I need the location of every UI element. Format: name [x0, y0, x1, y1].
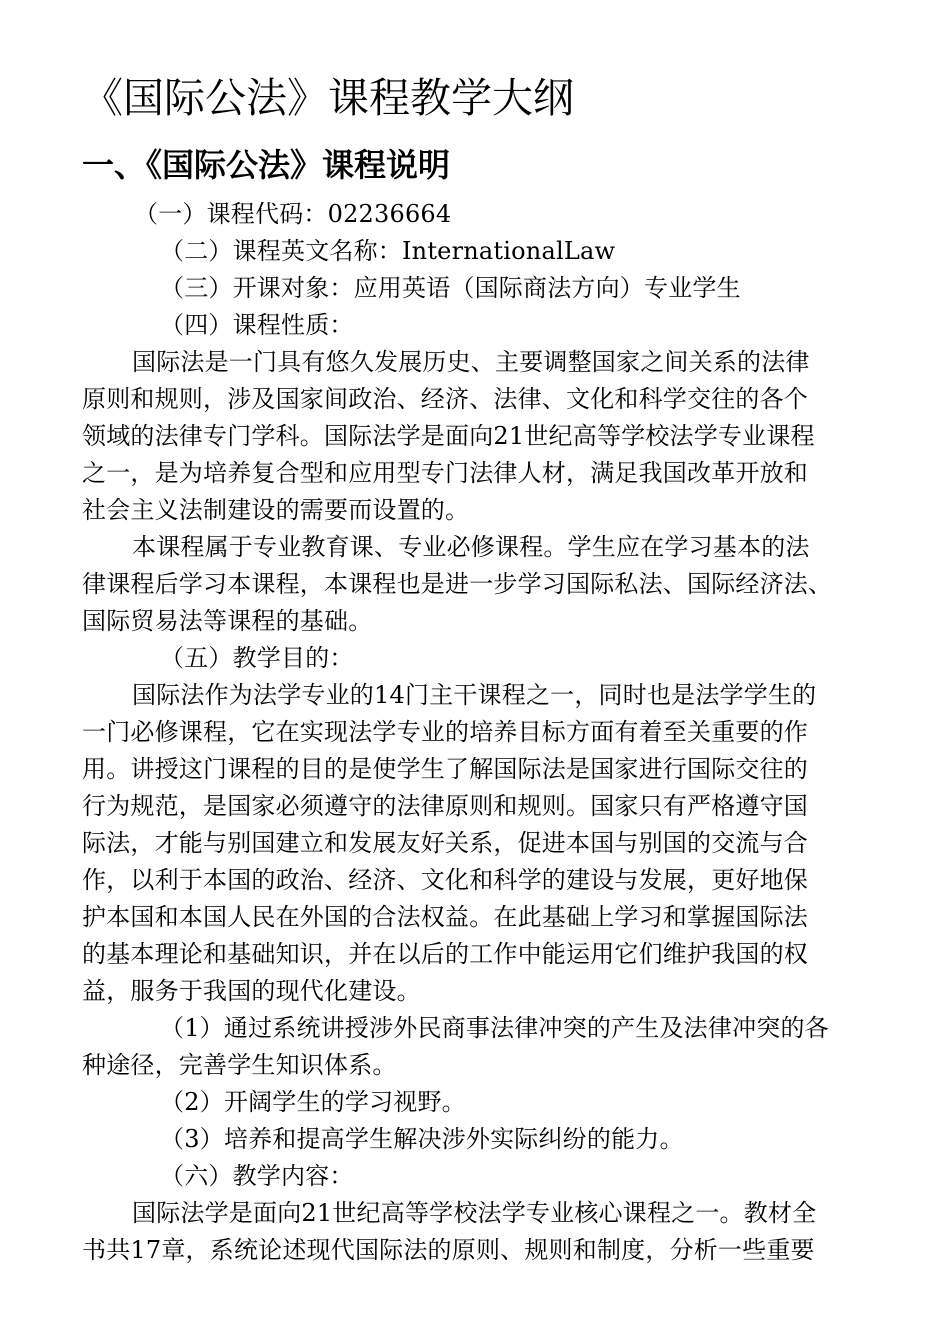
text-line: 的基本理论和基础知识，并在以后的工作中能运用它们维护我国的权: [82, 940, 808, 968]
text-line: 书共17章，系统论述现代国际法的原则、规则和制度，分析一些重要: [82, 1236, 815, 1264]
text-line: （二）课程英文名称：InternationalLaw: [160, 237, 616, 265]
text-line: 之一，是为培养复合型和应用型专门法律人材，满足我国改革开放和: [82, 459, 808, 487]
text-line: 本课程属于专业教育课、专业必修课程。学生应在学习基本的法: [132, 533, 810, 561]
text-line: 领域的法律专门学科。国际法学是面向21世纪高等学校法学专业课程: [82, 422, 815, 450]
text-line: 种途径，完善学生知识体系。: [82, 1051, 397, 1079]
text-line: 用。讲授这门课程的目的是使学生了解国际法是国家进行国际交往的: [82, 755, 808, 783]
text-line: （一）课程代码：02236664: [134, 200, 452, 228]
text-line: 社会主义法制建设的需要而设置的。: [82, 496, 470, 524]
text-line: 国际法是一门具有悠久发展历史、主要调整国家之间关系的法律: [132, 348, 810, 376]
text-line: （三）开课对象：应用英语（国际商法方向）专业学生: [160, 274, 741, 302]
text-line: （五）教学目的：: [160, 644, 354, 672]
text-line: 际法，才能与别国建立和发展友好关系，促进本国与别国的交流与合: [82, 829, 808, 857]
text-line: 律课程后学习本课程，本课程也是进一步学习国际私法、国际经济法、: [82, 570, 833, 598]
text-line: 护本国和本国人民在外国的合法权益。在此基础上学习和掌握国际法: [82, 903, 808, 931]
text-line: 益，服务于我国的现代化建设。: [82, 977, 421, 1005]
section-heading: 一、《国际公法》课程说明: [82, 146, 451, 184]
document-title: 《国际公法》课程教学大纲: [82, 74, 574, 122]
text-line: （1）通过系统讲授涉外民商事法律冲突的产生及法律冲突的各: [160, 1014, 829, 1042]
text-line: 国际法作为法学专业的14门主干课程之一，同时也是法学学生的: [132, 681, 817, 709]
text-line: （2）开阔学生的学习视野。: [160, 1088, 466, 1116]
text-line: （3）培养和提高学生解决涉外实际纠纷的能力。: [160, 1125, 684, 1153]
text-line: 行为规范，是国家必须遵守的法律原则和规则。国家只有严格遵守国: [82, 792, 808, 820]
text-line: （六）教学内容：: [160, 1162, 354, 1190]
text-line: 国际法学是面向21世纪高等学校法学专业核心课程之一。教材全: [132, 1199, 817, 1227]
text-line: 作，以利于本国的政治、经济、文化和科学的建设与发展，更好地保: [82, 866, 808, 894]
text-line: 原则和规则，涉及国家间政治、经济、法律、文化和科学交往的各个: [82, 385, 808, 413]
document-body: [82, 196, 872, 1269]
text-line: （四）课程性质：: [160, 311, 354, 339]
text-line: 国际贸易法等课程的基础。: [82, 607, 373, 635]
text-line: 一门必修课程，它在实现法学专业的培养目标方面有着至关重要的作: [82, 718, 808, 746]
